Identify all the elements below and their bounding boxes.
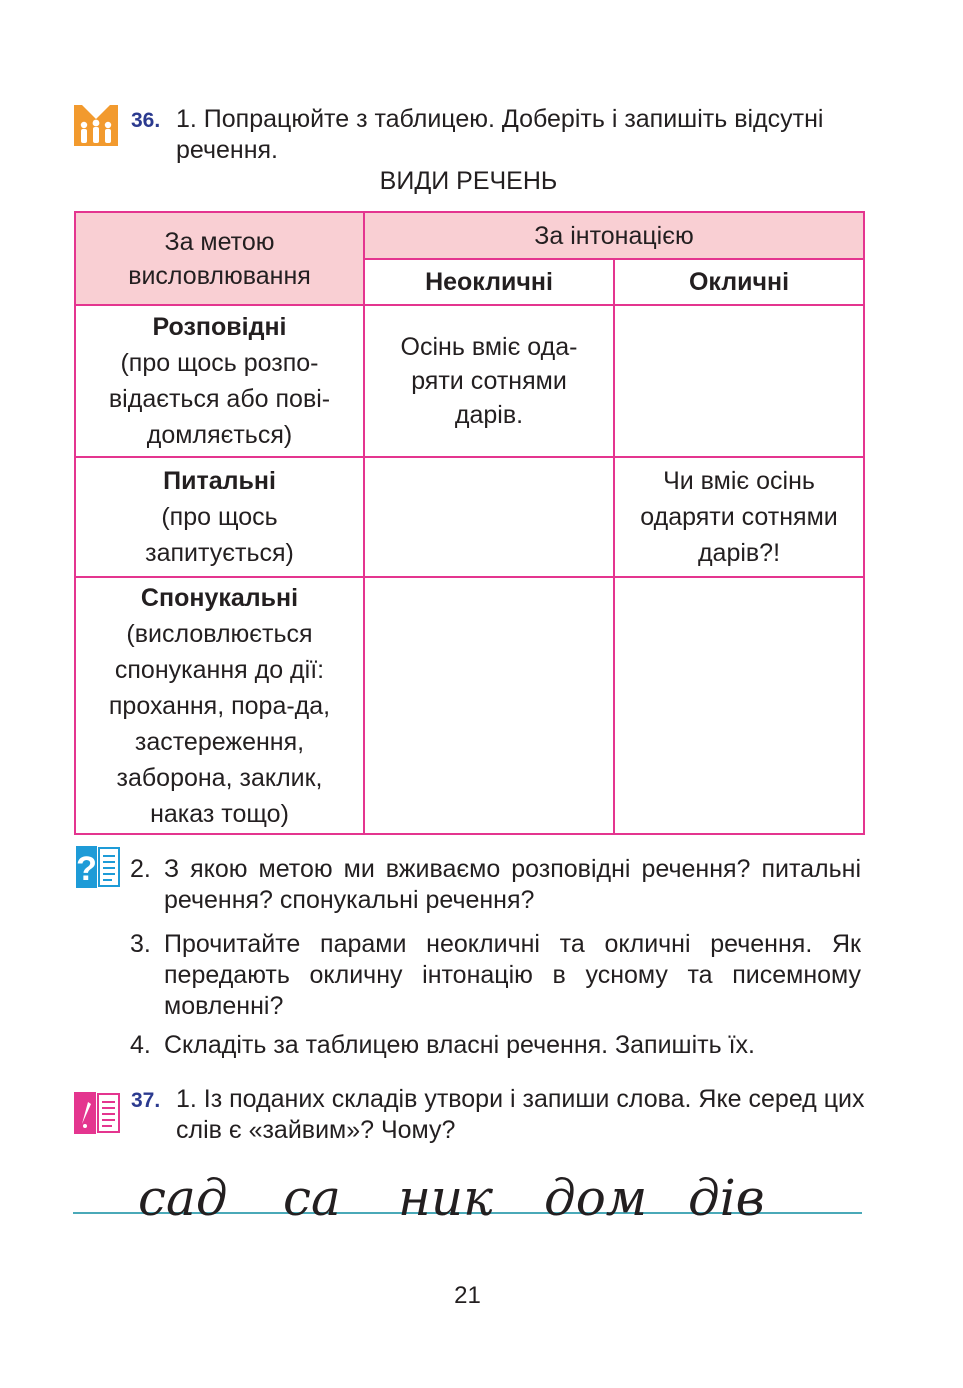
cell-exclamatory: Чи вміє осінь одаряти сотнями дарів?! <box>614 457 864 577</box>
exercise-number: 36. <box>131 109 161 132</box>
table-row <box>75 577 864 834</box>
row-type: Розповідні <box>152 313 287 341</box>
question-2: 2. З якою метою ми вживаємо розповідні речення? питальні речення? спонукальні речення? <box>130 855 861 914</box>
handwritten-syllable: дом <box>544 1169 648 1227</box>
row-type: Спонукальні <box>140 583 299 612</box>
question-text: З якою метою ми вживаємо розповідні речення? питальні речення? спонукальні речення? <box>164 855 861 914</box>
header-intonation: За інтонацією <box>364 212 864 259</box>
cell-exclamatory <box>614 305 864 457</box>
question-4: 4. Складіть за таблицею власні речення. Запишіть їх. <box>130 1031 755 1059</box>
page-number: 21 <box>454 1282 481 1309</box>
table-row <box>75 305 864 457</box>
handwritten-syllable: дів <box>688 1169 765 1227</box>
writing-icon <box>74 1092 120 1134</box>
svg-text:?: ? <box>76 850 97 888</box>
table-title: ВИДИ РЕЧЕНЬ <box>379 167 558 195</box>
handwritten-syllable: са <box>283 1169 341 1227</box>
header-exclamatory: Окличні <box>614 259 864 305</box>
question-text: Складіть за таблицею власні речення. Запишіть їх. <box>164 1031 755 1059</box>
cell-nonexclamatory <box>364 457 614 577</box>
sentence-types-table <box>74 211 865 835</box>
exercise-task: 1. Попрацюйте з таблицею. Доберіть і запишіть відсутні речення. <box>176 105 824 164</box>
question-3: 3. Прочитайте парами неокличні та окличні речення. Як передають окличну інтонацію в усному та писемному мовленні? <box>130 930 861 1020</box>
question-icon <box>76 846 120 888</box>
cell-nonexclamatory <box>364 577 614 834</box>
handwritten-syllable: ник <box>398 1169 493 1227</box>
handwritten-syllable: сад <box>138 1169 228 1227</box>
exercise-number: 37. <box>131 1089 161 1112</box>
row-description: (про щось розпо-відається або пові-домляється) <box>108 349 331 449</box>
header-purpose: За метою висловлювання <box>75 212 364 305</box>
row-type: Питальні <box>163 467 276 495</box>
exercise-task: 1. Із поданих складів утвори і запиши слова. Яке серед цих слів є «зайвим»? Чому? <box>176 1085 865 1144</box>
cell-nonexclamatory: Осінь вміє ода-ряти сотнями дарів. <box>364 305 614 457</box>
table-row <box>75 457 864 577</box>
question-text: Прочитайте парами неокличні та окличні речення. Як передають окличну інтонацію в усному та писемному мовленні? <box>164 930 861 1020</box>
row-description: (про щось запитується) <box>145 503 294 567</box>
cell-exclamatory <box>614 577 864 834</box>
row-description: (висловлюється спонукання до дії: прохання, пора-да, застереження, заборона, заклик, наказ тощо) <box>108 619 331 828</box>
group-work-icon <box>73 103 119 147</box>
header-nonexclamatory: Неокличні <box>364 259 614 305</box>
